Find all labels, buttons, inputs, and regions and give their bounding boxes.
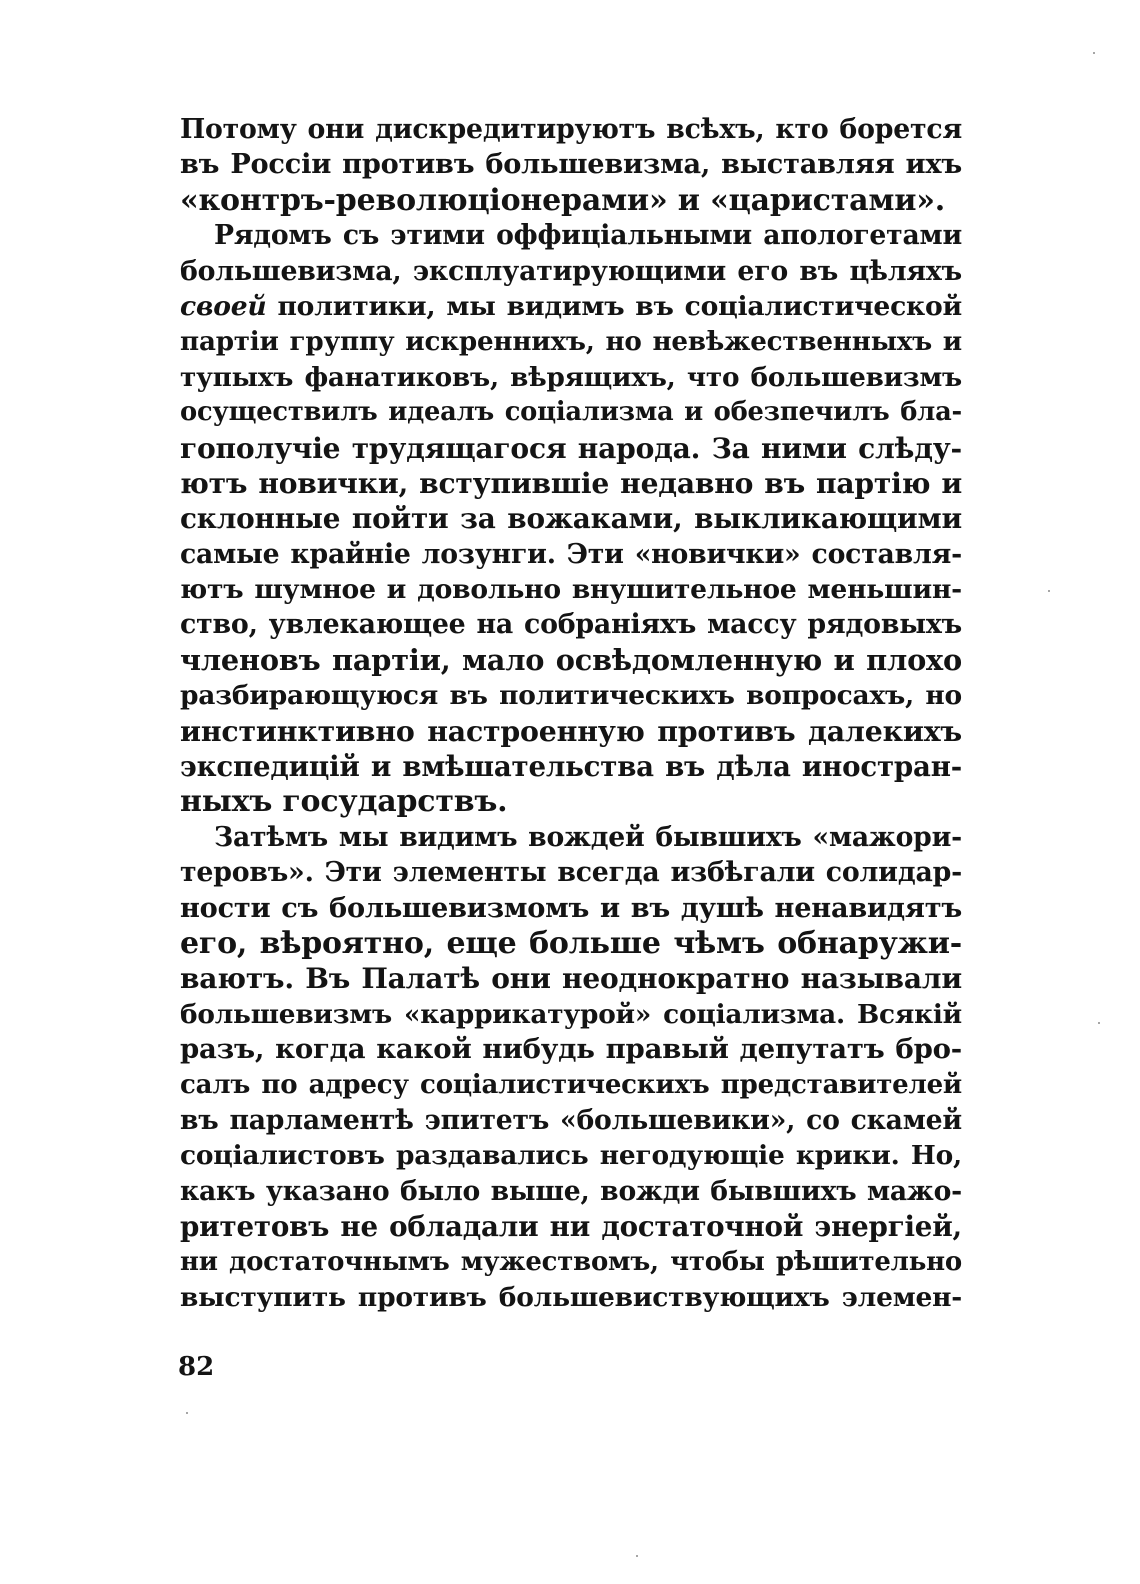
- text-line: самые крайніе лозунги. Эти «новички» составля-: [180, 538, 962, 570]
- text-line: инстинктивно настроенную противъ далекихъ: [180, 713, 962, 748]
- text-line: Потому они дискредитируютъ всѣхъ, кто борется: [180, 114, 962, 145]
- print-speck: [186, 1412, 188, 1414]
- text-line: [180, 289, 962, 324]
- text-line: какъ указано было выше, вожди бывшихъ мажо-: [180, 1175, 962, 1207]
- text-line: ни достаточнымъ мужествомъ, чтобы рѣшительно: [180, 1246, 962, 1277]
- text-segment: политики, мы видимъ въ соціалистической: [266, 290, 962, 322]
- text-line: салъ по адресу соціалистическихъ представителей: [180, 1069, 962, 1100]
- text-line: его, вѣроятно, еще больше чѣмъ обнаружи-: [180, 925, 962, 961]
- text-line: «контръ-революціонерами» и «царистами».: [180, 182, 946, 218]
- text-line: большевизма, эксплуатирующими его въ цѣляхъ: [180, 255, 962, 287]
- text-line: ности съ большевизмомъ и въ душѣ ненавидятъ: [180, 891, 962, 924]
- text-line: разъ, когда какой нибудь правый депутатъ бро-: [180, 1033, 962, 1066]
- italic-word: своей: [180, 290, 267, 322]
- text-line: партіи группу искреннихъ, но невѣжественныхъ и: [180, 326, 962, 358]
- text-line: соціалистовъ раздавались негодующіе крики. Но,: [180, 1140, 962, 1172]
- text-line: ство, увлекающее на собраніяхъ массу рядовыхъ: [180, 609, 962, 641]
- text-line: Затѣмъ мы видимъ вождей бывшихъ «мажори-: [214, 821, 962, 853]
- text-line: ритетовъ не обладали ни достаточной энергіей,: [180, 1210, 962, 1244]
- text-line: осуществилъ идеалъ соціализма и обезпечилъ бла-: [180, 397, 962, 428]
- text-line: членовъ партіи, мало освѣдомленную и плохо: [180, 642, 962, 677]
- print-speck: [1048, 590, 1050, 592]
- text-line: ваютъ. Въ Палатѣ они неоднократно называли: [180, 962, 962, 996]
- text-line: экспедицій и вмѣшательства въ дѣла иностран-: [180, 750, 962, 784]
- text-line: теровъ». Эти элементы всегда избѣгали солидар-: [180, 857, 962, 889]
- text-line: Рядомъ съ этими оффиціальными апологетами: [214, 220, 962, 252]
- text-line: ютъ шумное и довольно внушительное меньшин-: [180, 574, 962, 606]
- page-number: 82: [178, 1352, 215, 1382]
- text-line: склонные пойти за вожаками, выкликающими: [180, 502, 962, 536]
- print-speck: [636, 1555, 638, 1557]
- text-line: ныхъ государствъ.: [180, 784, 508, 820]
- text-line: большевизмъ «каррикатурой» соціализма. Всякій: [180, 998, 962, 1030]
- body-text: [180, 112, 962, 1315]
- text-line: въ парламентѣ эпитетъ «большевики», со скамей: [180, 1104, 962, 1136]
- text-line: ютъ новички, вступившіе недавно въ партію и: [180, 466, 962, 500]
- text-line: разбирающуюся въ политическихъ вопросахъ, но: [180, 680, 962, 712]
- print-speck: [1093, 52, 1095, 54]
- text-line: выступить противъ большевиствующихъ элемен-: [180, 1281, 962, 1313]
- text-line: гополучіе трудящагося народа. За ними слѣду-: [180, 431, 962, 465]
- text-line: тупыхъ фанатиковъ, вѣрящихъ, что большевизмъ: [180, 361, 962, 393]
- text-line: въ Россіи противъ большевизма, выставляя ихъ: [180, 149, 962, 181]
- print-speck: [1098, 1022, 1100, 1024]
